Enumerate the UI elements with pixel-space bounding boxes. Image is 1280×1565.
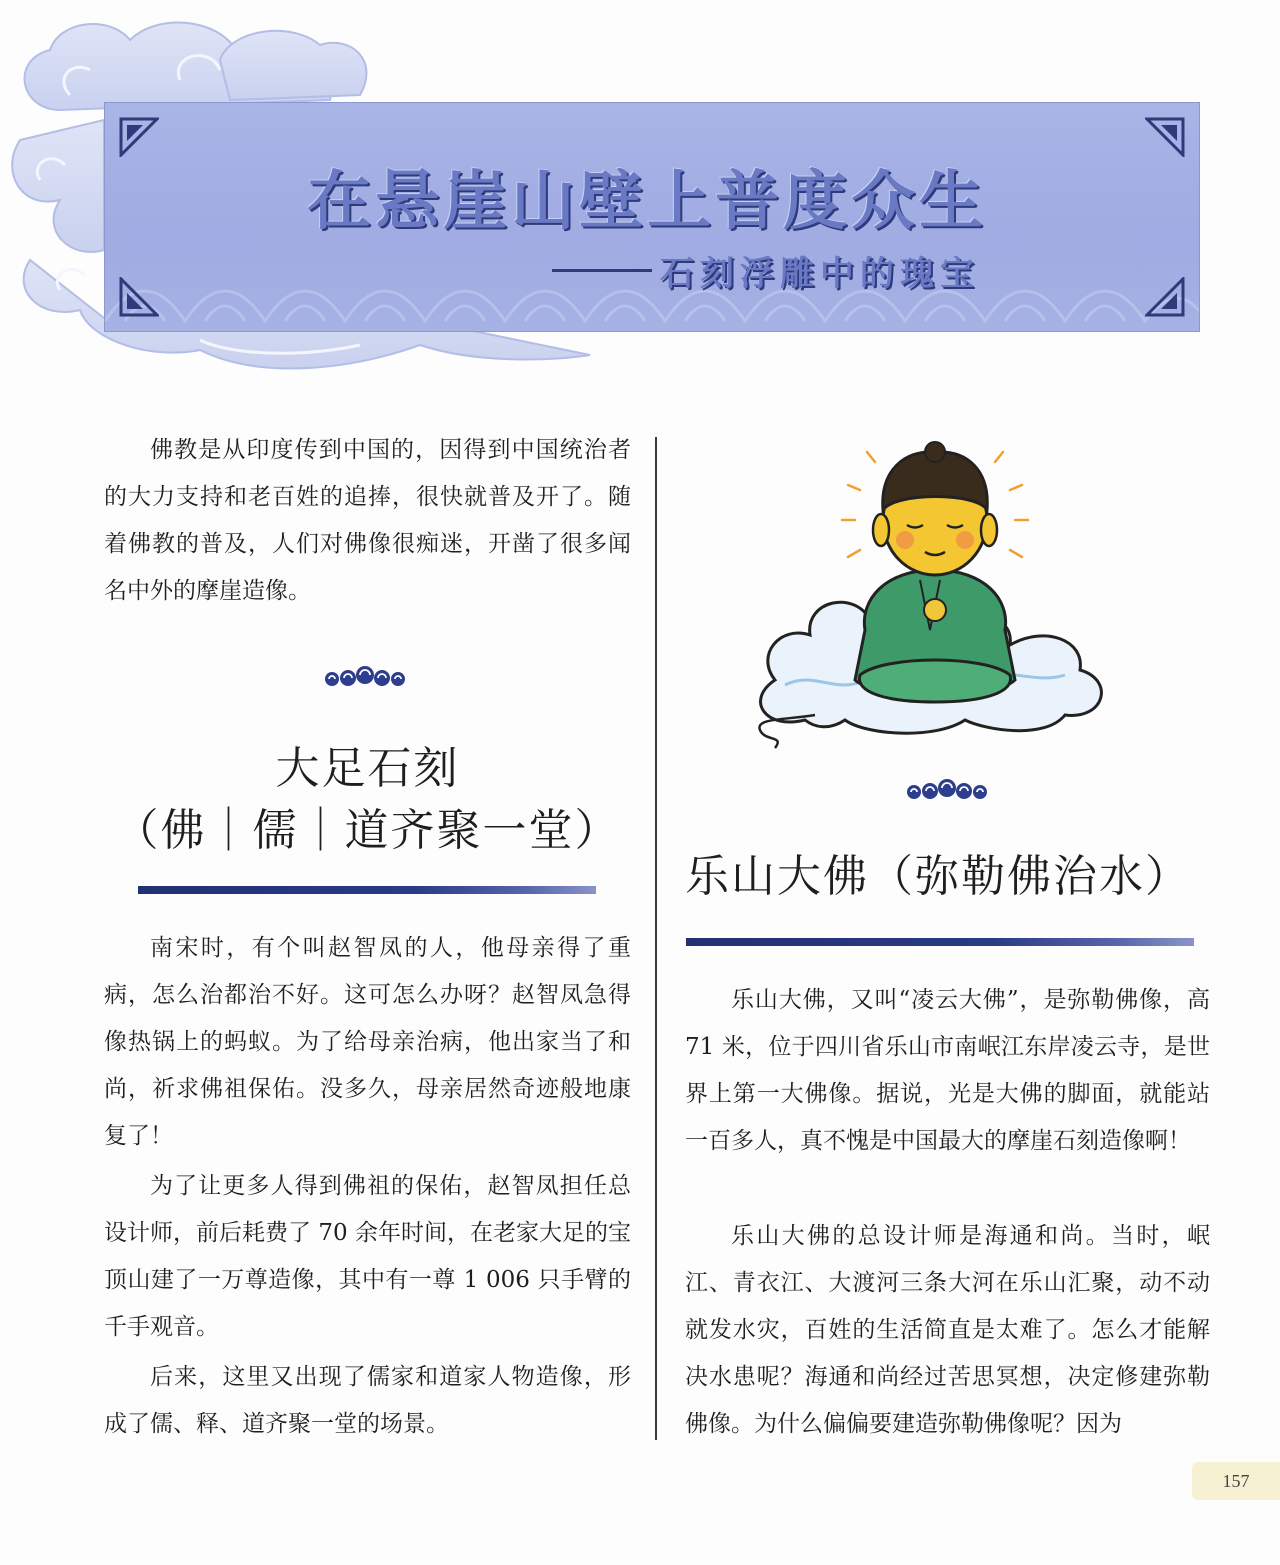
cloud-ornament-icon: [902, 775, 992, 803]
corner-ornament-icon: [1145, 277, 1185, 317]
section-title-dazu: 大足石刻: [275, 743, 460, 794]
column-divider: [655, 437, 657, 1440]
leshan-paragraph-2: 乐山大佛的总设计师是海通和尚。当时，岷江、青衣江、大渡河三条大河在乐山汇聚，动不动就发水灾，百姓的生活简直是太难了。怎么才能解决水患呢？海通和尚经过苦思冥想，决定修建弥勒佛像。为什么偏偏要建造弥勒佛像呢？因为: [685, 1223, 1210, 1437]
section-subtitle-dazu: （佛｜儒｜道齐聚一堂）: [114, 805, 621, 856]
dazu-paragraph-1: 南宋时，有个叫赵智凤的人，他母亲得了重病，怎么治都治不好。这可怎么办呀？赵智凤急得像热锅上的蚂蚁。为了给母亲治病，他出家当了和尚，祈求佛祖保佑。没多久，母亲居然奇迹般地康复了！: [104, 935, 631, 1149]
page-title: 在悬崖山壁上普度众生: [307, 165, 987, 239]
subtitle-dash: [552, 269, 652, 272]
leshan-paragraph-1: 乐山大佛，又叫“凌云大佛”，是弥勒佛像，高 71 米，位于四川省乐山市南岷江东岸凌云寺，是世界上第一大佛像。据说，光是大佛的脚面，就能站一百多人，真不愧是中国最大的摩崖石刻造像啊！: [685, 987, 1210, 1154]
corner-ornament-icon: [119, 277, 159, 317]
intro-paragraph: 佛教是从印度传到中国的，因得到中国统治者的大力支持和老百姓的追捧，很快就普及开了。随着佛教的普及，人们对佛像很痴迷，开凿了很多闻名中外的摩崖造像。: [104, 437, 631, 604]
dazu-paragraph-2: 为了让更多人得到佛祖的保佑，赵智凤担任总设计师，前后耗费了 70 余年时间，在老家大足的宝顶山建了一万尊造像，其中有一尊 1 006 只手臂的千手观音。: [104, 1173, 631, 1340]
subtitle-text: 石刻浮雕中的瑰宝: [660, 254, 980, 294]
page-subtitle: [552, 246, 980, 295]
page-number: 157: [1192, 1462, 1280, 1500]
section-underline: [686, 938, 1194, 946]
section-underline: [138, 886, 596, 894]
buddha-on-cloud-illustration: [745, 430, 1125, 760]
section-title-leshan: 乐山大佛（弥勒佛治水）: [685, 851, 1191, 902]
cloud-ornament-icon: [320, 662, 410, 690]
dazu-paragraph-3: 后来，这里又出现了儒家和道家人物造像，形成了儒、释、道齐聚一堂的场景。: [104, 1364, 631, 1437]
